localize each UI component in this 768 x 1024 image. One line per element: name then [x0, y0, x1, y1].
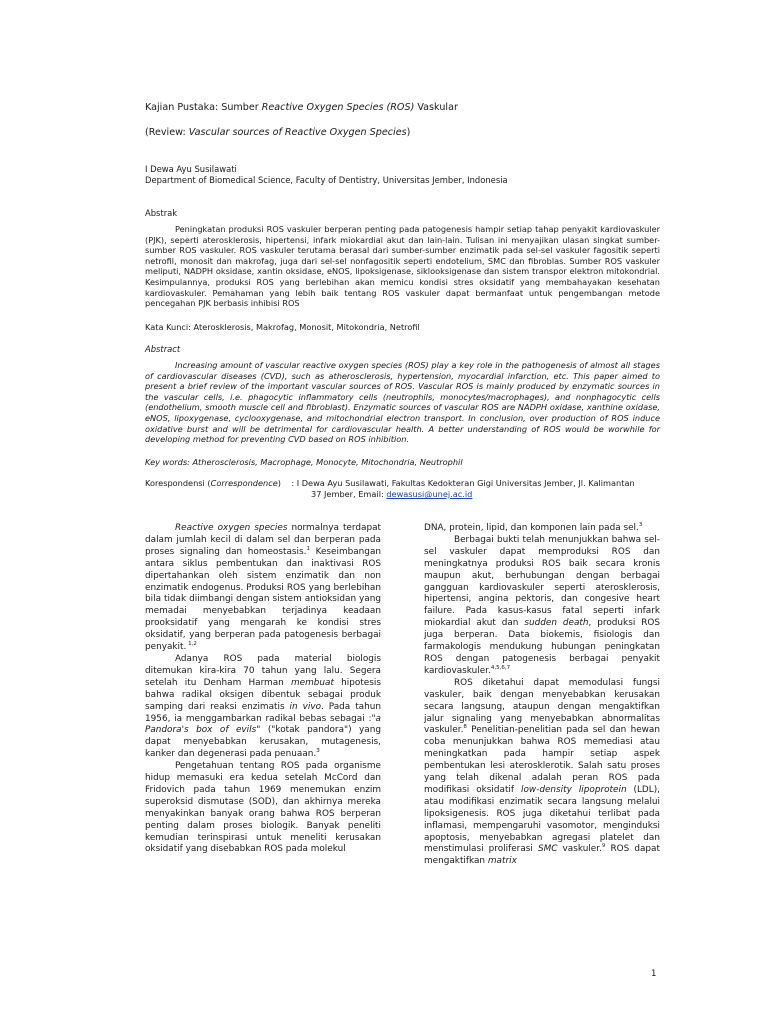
italic-run: a Pandora's box of evils [145, 713, 381, 736]
citation-4-7: 4,5,6,7 [490, 664, 511, 671]
text-run: Keseimbangan antara siklus pembentukan dan inaktivasi ROS dipertahankan oleh sistem enzimatik dan non enzimatik endogenus. Produksi ROS yang berlebihan bila tidak diimbangi dengan sistem antioksidan yang memadai menyebabkan terjadinya keadaan prooksidatif yang mengarah ke kondisi stres oksidatif, yang berperan pada patogenesis berbagai penyakit. [145, 546, 382, 653]
text-run: . Pada tahun 1956, ia menggambarkan radikal bebas sebagai :" [145, 701, 381, 724]
italic-run: membuat [291, 677, 334, 688]
title-en-italic: Vascular sources of Reactive Oxygen Species [188, 127, 407, 138]
citation-1: 1 [306, 545, 310, 552]
text-run: Adanya ROS pada material biologis ditemukan kira-kira 70 tahun yang lalu. Segera setelah itu Denham Harman [145, 653, 381, 688]
correspondence-block [145, 478, 660, 500]
title-en-suffix: ) [406, 127, 411, 138]
italic-run: sudden death [524, 618, 589, 629]
email-link[interactable]: dewasusi@unej.ac.id [386, 489, 473, 499]
text-run: hipotesis bahwa radikal oksigen dibentuk sebagai produk samping dari reaksi enzimatis [145, 677, 381, 712]
title-english [145, 126, 660, 139]
abstrak-keywords: Kata Kunci: Aterosklerosis, Makrofag, Monosit, Mitokondria, Netrofil [145, 322, 420, 332]
italic-run: SMC [537, 844, 558, 855]
author-department: Department of Biomedical Science, Faculty of Dentistry, Universitas Jember, Indonesia [145, 175, 508, 185]
title-id-suffix: Vaskular [414, 102, 458, 113]
title-id-prefix: Kajian Pustaka: Sumber [145, 102, 262, 113]
abstract-heading: Abstract [145, 344, 181, 354]
text-run: normalnya terdapat dalam jumlah kecil di dalam sel dan berperan pada proses signaling dan homeostasis. [145, 523, 381, 557]
correspondence-row-1 [145, 478, 660, 489]
correspondence-row-2 [145, 489, 660, 500]
page-number: 1 [651, 969, 657, 979]
italic-run: low-density lipoprotein [520, 784, 627, 795]
abstrak-text: Peningkatan produksi ROS vaskuler berperan penting pada patogenesis hampir setiap tahap penyakit kardiovaskuler (PJK), seperti aterosklerosis, hipertensi, infark miokardial akut dan lain-lain. Tulisan ini menyajikan ulasan singkat sumber-sumber ROS vaskuler. ROS vaskuler terutama berasal dari sumber-sumber enzimatik pada sel-sel vaskuler fagositik seperti netrofil, monosit dan makrofag, juga dari sel-sel nonfagositik seperti endotelium, SMC dan fibroblas. Sumber ROS vaskuler meliputi, NADPH oksidase, xantin oksidase, eNOS, lipoksigenase, siklooksigenase dan sistem transpor elektron mitokondrial. Kesimpulannya, produksi ROS yang berlebihan akan memicu kondisi stres oksidatif yang membahayakan kesehatan kardiovaskuler. Pemahaman yang lebih baik tentang ROS vaskuler dapat bermanfaat untuk pengembangan metode pencegahan PJK berbasis inhibisi ROS [145, 224, 660, 309]
citation-3: 3 [638, 522, 643, 529]
abstract-keywords: Key words: Atherosclerosis, Macrophage, Monocyte, Mitochondria, Neutrophil [145, 457, 463, 467]
citation-1-2: 1,2 [186, 641, 197, 648]
correspondence-label-italic: Correspondence [210, 478, 278, 488]
title-en-prefix: (Review: [145, 127, 189, 138]
correspondence-label: Korespondensi ( [145, 478, 211, 488]
body-column-left [145, 523, 381, 856]
text-run: ROS dapat mengaktifkan [424, 844, 660, 867]
ros-term: Reactive oxygen species [175, 523, 288, 533]
text-run: Penelitian-penelitian pada sel dan hewan coba menunjukkan bahwa ROS memediasi atau meningkatkan pada hampir setiap aspek pembentukan lesi aterosklerotik. Salah satu proses yang telah dikenal adalah peran ROS pada modifikasi oksidatif [424, 725, 660, 795]
text-run: (LDL), atau modifikasi enzimatik secara langsung melalui lipoksigenesis. ROS juga diketahui terlibat pada inflamasi, mempengaruhi vasomotor, menginduksi apoptosis, menyebabkan agregasi platelet dan menstimulasi proliferasi [424, 784, 660, 855]
text-run: DNA, protein, lipid, dan komponen lain pada sel. [424, 523, 639, 533]
correspondence-email-prefix: 37 Jember, Email: [311, 489, 387, 499]
italic-run: in vivo [289, 701, 321, 712]
title-id-italic: Reactive Oxygen Species (ROS) [261, 102, 415, 113]
text-run: , produksi ROS juga berperan. Data biokemis, fisiologis dan farmakologis mendukung hubungan peningkatan ROS dengan patogenesis berbagai penyakit kardiovaskuler. [424, 618, 660, 676]
body-right-paragraph-1 [424, 535, 660, 678]
text-run: vaskuler. [557, 844, 602, 855]
citation-9: 9 [601, 843, 606, 850]
italic-run: matrix [487, 856, 517, 867]
body-right-paragraph-0 [424, 523, 660, 535]
abstract-text: Increasing amount of vascular reactive oxygen species (ROS) play a key role in the pathogenesis of almost all stages of cardiovascular diseases (CVD), such as atherosclerosis, hypertension, myocardial infarction, etc. This paper aimed to present a brief review of the important vascular sources of ROS. Vascular ROS is mainly produced by enzymatic sources in the vascular cells, i.e. phagocytic inflammatory cells (neutrophils, monocytes/macrophages), and nonphagocytic cells (endothelium, smooth muscle cell and fibroblast). Enzymatic sources of vascular ROS are NADPH oxidase, xanthine oxidase, eNOS, lipoxygenase, cyclooxygenase, and mitochondrial electron transport. In conclusion, over production of ROS induce oxidative burst and will be detrimental for cardiovascular health. A better understanding of ROS would be worwhile for developing method for preventing CVD based on ROS inhibition. [145, 360, 660, 445]
abstrak-heading: Abstrak [145, 208, 178, 218]
text-run: " ("kotak pandora") yang dapat menyebabkan kerusakan, mutagenesis, kanker dan degenerasi pada penuaan. [145, 725, 381, 760]
citation-8: 8 [463, 724, 467, 731]
body-left-paragraph-2 [145, 654, 381, 761]
author-name: I Dewa Ayu Susilawati [145, 164, 237, 174]
correspondence-label-end: ) [277, 478, 281, 488]
body-column-right [424, 523, 660, 868]
correspondence-address: : I Dewa Ayu Susilawati, Fakultas Kedokteran Gigi Universitas Jember, Jl. Kalimantan [291, 478, 635, 488]
text-run: Berbagai bukti telah menunjukkan bahwa sel-sel vaskuler dapat memproduksi ROS dan meningkatnya produksi ROS baik secara kronis maupun akut, berhubungan dengan berbagai gangguan kardiovaskuler seperti aterosklerosis, hipertensi, angina pektoris, dan congesive heart failure. Pada kasus-kasus fatal seperti infark miokardial akut dan [424, 534, 660, 629]
citation-3: 3 [316, 748, 320, 755]
body-left-paragraph-1 [145, 523, 381, 654]
body-left-paragraph-3: Pengetahuan tentang ROS pada organisme hidup memasuki era kedua setelah McCord dan Fridovich pada tahun 1969 menemukan enzim superoksid dismutase (SOD), dan akhirnya mereka menyakinkan banyak orang bahwa ROS berperan penting dalam proses biologik. Banyak peneliti kemudian terinspirasi untuk meneliti kerusakan oksidatif yang disebabkan ROS pada molekul [145, 761, 381, 855]
text-run: ROS diketahui dapat memodulasi fungsi vaskuler, baik dengan menyebabkan kerusakan secara langsung, ataupun dengan mengaktifkan jalur signaling yang menyebabkan abnormalitas vaskuler. [424, 677, 660, 736]
title-indonesian [145, 101, 660, 114]
body-right-paragraph-2 [424, 678, 660, 869]
